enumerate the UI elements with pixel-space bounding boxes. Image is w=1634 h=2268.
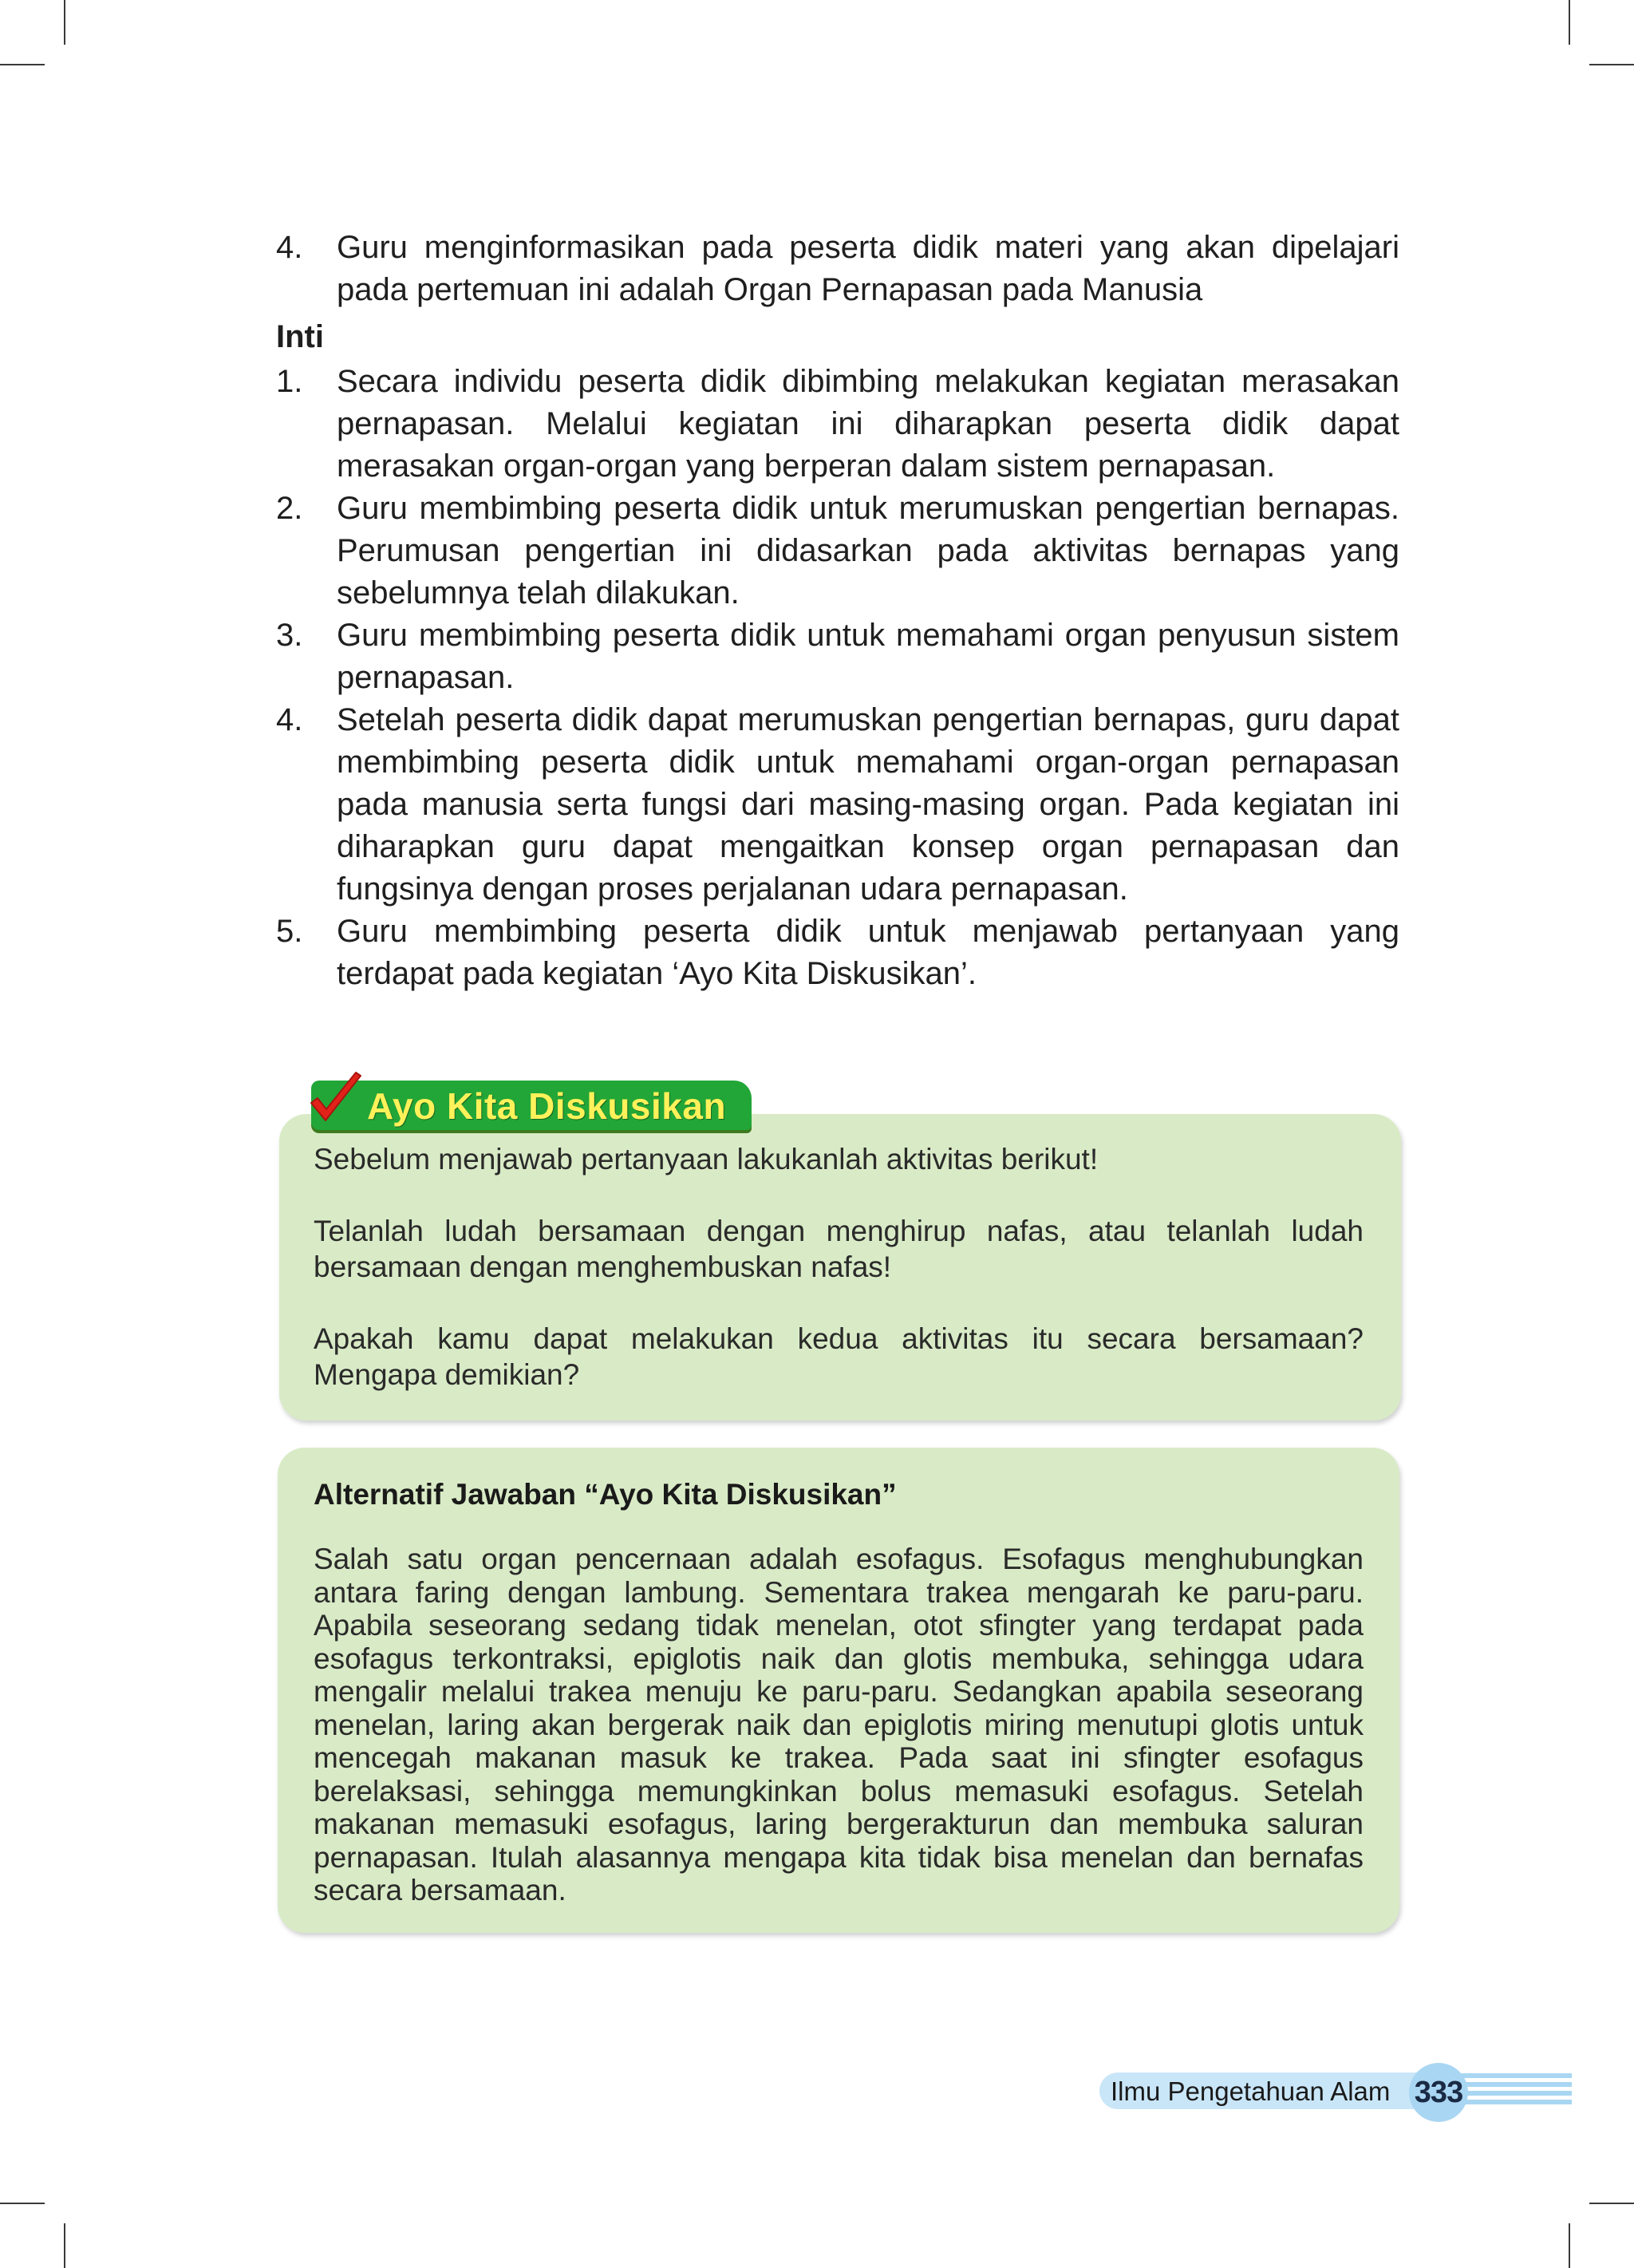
list-item — [276, 614, 1399, 699]
item-number: 5. — [276, 914, 303, 949]
crop-mark — [1589, 64, 1634, 65]
crop-mark — [64, 2223, 65, 2268]
list-item — [276, 361, 1399, 488]
crop-mark — [0, 64, 45, 65]
crop-mark — [1569, 0, 1570, 45]
crop-mark — [64, 0, 65, 45]
discussion-content — [314, 1141, 1364, 1393]
footer-subject: Ilmu Pengetahuan Alam — [1111, 2076, 1391, 2106]
list-item — [276, 227, 1399, 311]
item-number: 3. — [276, 618, 303, 653]
discussion-paragraph: Telanlah ludah bersamaan dengan menghirup nafas, atau telanlah ludah bersamaan dengan menghembuskan nafas! — [314, 1215, 1364, 1283]
item-text: Setelah peserta didik dapat merumuskan pengertian bernapas, guru dapat membimbing peserta didik untuk memahami organ-organ pernapasan pada manusia serta fungsi dari masing-masing organ. Pada kegiatan ini diharapkan guru dapat mengaitkan konsep organ pernapasan dan fungsinya dengan proses perjalanan udara pernapasan. — [337, 702, 1399, 907]
discussion-paragraph: Sebelum menjawab pertanyaan lakukanlah aktivitas berikut! — [314, 1143, 1099, 1175]
item-text: Guru membimbing peserta didik untuk memahami organ penyusun sistem pernapasan. — [337, 618, 1399, 695]
item-number: 4. — [276, 702, 303, 737]
list-item — [276, 699, 1399, 911]
crop-mark — [1569, 2223, 1570, 2268]
list-item — [276, 488, 1399, 614]
answer-paragraph: Salah satu organ pencernaan adalah esofagus. Esofagus menghubungkan antara faring dengan lambung. Sementara trakea mengarah ke paru-paru. Apabila seseorang sedang tidak menelan, otot sfingter yang terdapat pada esofagus terkontraksi, epiglotis naik dan glotis membuka, sehingga udara mengalir melalui trakea menuju ke paru-paru. Sedangkan apabila seseorang menelan, laring akan bergerak naik dan epiglotis miring menutupi glotis untuk mencegah makanan masuk ke trakea. Pada saat ini sfingter esofagus berelaksasi, sehingga memungkinkan bolus memasuki esofagus. Setelah makanan memasuki esofagus, laring bergerakturun dan membuka saluran pernapasan. Itulah alasannya mengapa kita tidak bisa menelan dan bernafas secara bersamaan. — [314, 1543, 1364, 1906]
item-number: 4. — [276, 230, 303, 265]
section-heading: Inti — [276, 319, 324, 354]
item-text: Guru membimbing peserta didik untuk menjawab pertanyaan yang terdapat pada kegiatan ‘Ayo Kita Diskusikan’. — [337, 914, 1399, 991]
checkmark-icon — [306, 1071, 365, 1130]
answer-title: Alternatif Jawaban “Ayo Kita Diskusikan” — [314, 1478, 897, 1511]
item-text: Guru membimbing peserta didik untuk merumuskan pengertian bernapas. Perumusan pengertian ini didasarkan pada aktivitas bernapas yang sebelumnya telah dilakukan. — [337, 491, 1399, 610]
discussion-paragraph: Apakah kamu dapat melakukan kedua aktivitas itu secara bersamaan? Mengapa demikian? — [314, 1322, 1364, 1391]
item-text: Guru menginformasikan pada peserta didik materi yang akan dipelajari pada pertemuan ini adalah Organ Pernapasan pada Manusia — [337, 230, 1399, 307]
item-number: 1. — [276, 364, 303, 399]
item-number: 2. — [276, 491, 303, 526]
list-item — [276, 911, 1399, 995]
crop-mark — [0, 2203, 45, 2204]
intro-list — [276, 227, 1399, 311]
page-number: 333 — [1414, 2076, 1463, 2109]
answer-content — [314, 1476, 1364, 1907]
item-text: Secara individu peserta didik dibimbing melakukan kegiatan merasakan pernapasan. Melalui kegiatan ini diharapkan peserta didik dapat merasakan organ-organ yang berperan dalam sistem pernapasan. — [337, 364, 1399, 484]
crop-mark — [1589, 2203, 1634, 2204]
discussion-title: Ayo Kita Diskusikan — [367, 1085, 727, 1127]
inti-section — [276, 313, 1399, 995]
